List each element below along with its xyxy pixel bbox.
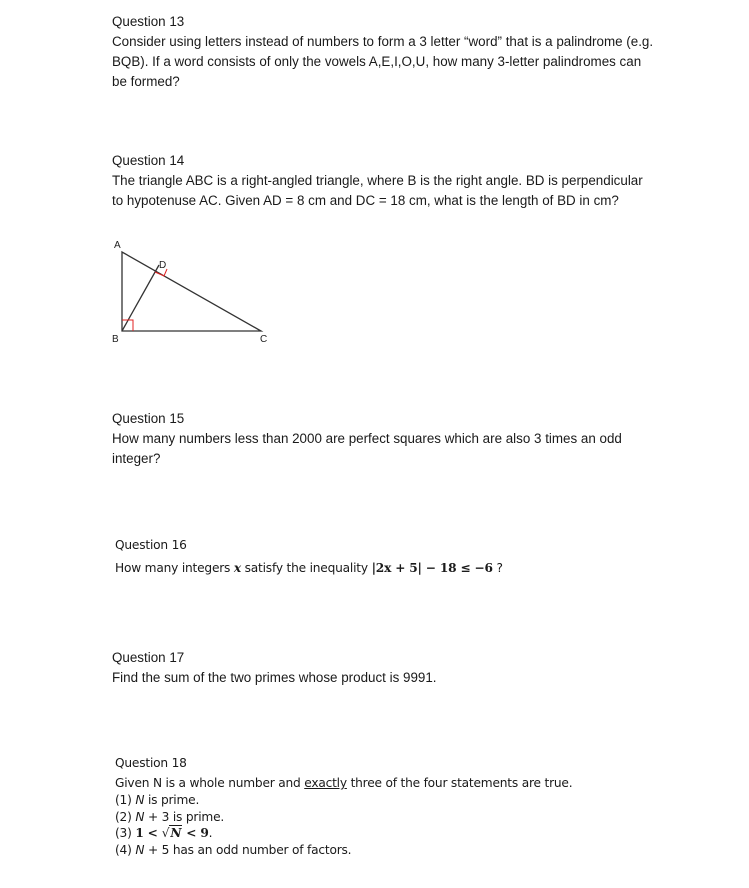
question-body: Consider using letters instead of numbers to form a 3 letter “word” that is a palindrome (e.g. BQB). If a word consists of only the vowels A,E,I,O,U, how many 3-letter palindromes can be formed? [112,34,654,89]
math-variable: x [233,561,241,575]
question-16 [115,535,660,578]
emphasis-text: exactly [304,776,347,790]
triangle-outline [122,252,261,331]
math-inequality: |2x + 5| − 18 ≤ −6 [371,561,493,575]
vertex-label-c: C [260,334,268,345]
vertex-label-d: D [159,260,167,271]
body-text: How many integers [115,561,234,575]
statement-text: is prime. [147,793,200,807]
statement-text: + 5 has an odd number of factors. [147,842,352,857]
vertex-label-b: B [112,334,119,345]
statement-3 [115,825,660,842]
body-text: three of the four statements are true. [346,776,573,790]
statement-1 [115,792,660,809]
statement-number: (1) [115,793,136,807]
question-body: Find the sum of the two primes whose product is 9991. [112,670,437,685]
question-17 [112,648,657,688]
vertex-label-a: A [114,240,121,251]
question-14 [112,151,657,211]
radicand: N [170,826,182,840]
statement-number: (4) [115,842,136,857]
math-left: 1 < [135,826,162,840]
statement-text: + 3 is prime. [147,809,225,824]
question-body [115,558,660,578]
question-15 [112,409,657,469]
question-title: Question 18 [115,756,187,770]
math-variable: N [135,809,145,824]
statement-number: (3) [115,826,136,840]
square-root: √N [161,826,182,840]
body-text: satisfy the inequality [240,561,372,575]
question-title: Question 17 [112,650,185,665]
altitude-bd [122,265,159,331]
question-body [115,775,660,792]
question-18 [115,753,660,858]
statement-end: . [208,826,213,840]
question-body: How many numbers less than 2000 are perfect squares which are also 3 times an odd integer? [112,431,622,466]
statement-4 [115,842,660,859]
question-title: Question 16 [115,538,187,552]
triangle-abc-figure [108,236,278,348]
body-text: Given N is a whole number and [115,776,305,790]
question-title: Question 13 [112,14,185,29]
question-body: The triangle ABC is a right-angled triangle, where B is the right angle. BD is perpendicular to hypotenuse AC. Given AD = 8 cm and DC = 18 cm, what is the length of BD in cm? [112,173,643,208]
question-13 [112,12,657,92]
statement-2 [115,809,660,826]
body-text: ? [492,561,503,575]
math-variable: N [135,793,145,807]
statement-number: (2) [115,809,136,824]
math-variable: N [135,842,145,857]
question-title: Question 15 [112,411,185,426]
math-right: < 9 [182,826,209,840]
question-title: Question 14 [112,153,185,168]
